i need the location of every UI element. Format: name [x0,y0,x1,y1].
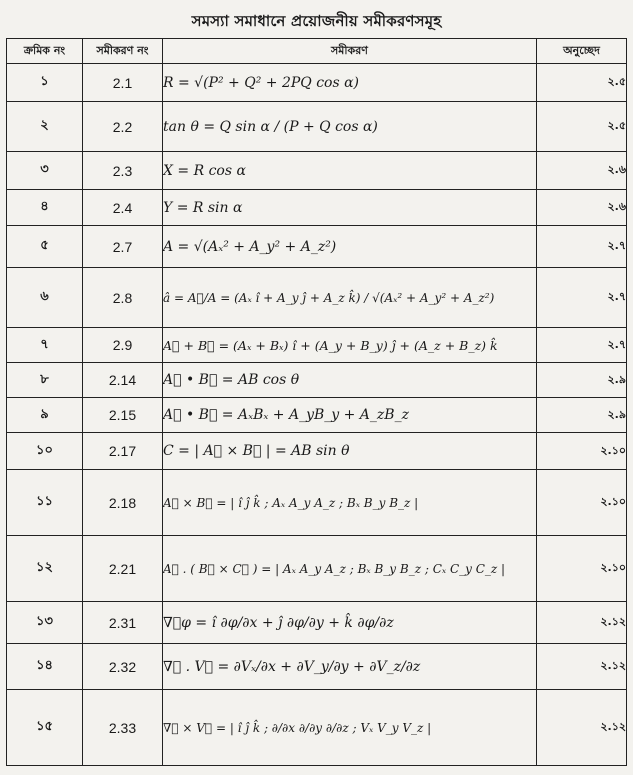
formula-cell [163,190,537,226]
eq-no-cell: 2.3 [83,152,163,190]
formula-cell [163,470,537,536]
eq-no-cell: 2.15 [83,398,163,433]
serial-cell: ৬ [7,268,83,328]
section-cell: ২.১২ [537,644,627,690]
page-title: সমস্যা সমাধানে প্রয়োজনীয় সমীকরণসমূহ [191,12,442,30]
section-cell: ২.৬ [537,190,627,226]
section-cell: ২.৯ [537,363,627,398]
section-cell: ২.৯ [537,398,627,433]
section-cell: ২.৭ [537,268,627,328]
formula-text: â = A⃗/A = (Aₓ î + A_y ĵ + A_z k̂) / √(Aₓ² + A_y² + A_z²) [163,290,495,305]
formula-text: X = R cos α [163,162,246,179]
header-serial: ক্রমিক নং [7,39,83,64]
formula-cell [163,644,537,690]
table-row [7,64,627,102]
table-row [7,433,627,470]
section-cell: ২.৫ [537,102,627,152]
formula-text: A⃗ • B⃗ = AₓBₓ + A_yB_y + A_zB_z [163,407,409,423]
section-cell: ২.৭ [537,226,627,268]
serial-cell: ১০ [7,433,83,470]
eq-no-cell: 2.31 [83,602,163,644]
serial-cell: ৮ [7,363,83,398]
section-cell: ২.১০ [537,536,627,602]
eq-no-cell: 2.4 [83,190,163,226]
formula-cell [163,433,537,470]
serial-cell: ৩ [7,152,83,190]
table-row [7,536,627,602]
formula-cell [163,690,537,766]
section-cell: ২.১০ [537,470,627,536]
formula-text: R = √(P² + Q² + 2PQ cos α) [163,74,360,91]
eq-no-cell: 2.17 [83,433,163,470]
eq-no-cell: 2.7 [83,226,163,268]
formula-text: A⃗ × B⃗ = | î ĵ k̂ ; Aₓ A_y A_z ; Bₓ B_y B_z | [163,495,419,510]
serial-cell: ২ [7,102,83,152]
formula-cell [163,226,537,268]
table-row [7,190,627,226]
equations-table [6,38,627,766]
serial-cell: ১৫ [7,690,83,766]
formula-text: A⃗ • B⃗ = AB cos θ [163,372,300,388]
serial-cell: ৭ [7,328,83,363]
formula-text: A⃗ . ( B⃗ × C⃗ ) = | Aₓ A_y A_z ; Bₓ B_y B_z ; Cₓ C_y C_z | [163,561,506,576]
formula-cell [163,64,537,102]
formula-cell [163,102,537,152]
eq-no-cell: 2.21 [83,536,163,602]
table-row [7,152,627,190]
table-row [7,690,627,766]
formula-text: ∇⃗φ = î ∂φ/∂x + ĵ ∂φ/∂y + k̂ ∂φ/∂z [163,614,394,631]
formula-text: ∇⃗ . V⃗ = ∂Vₓ/∂x + ∂V_y/∂y + ∂V_z/∂z [163,658,421,675]
formula-cell [163,602,537,644]
eq-no-cell: 2.1 [83,64,163,102]
table-row [7,226,627,268]
section-cell: ২.৫ [537,64,627,102]
serial-cell: ৫ [7,226,83,268]
formula-cell [163,363,537,398]
formula-text: C = | A⃗ × B⃗ | = AB sin θ [163,443,350,459]
eq-no-cell: 2.2 [83,102,163,152]
formula-cell [163,328,537,363]
table-row [7,470,627,536]
serial-cell: ১৩ [7,602,83,644]
table-row [7,644,627,690]
header-equation: সমীকরণ [163,39,537,64]
section-cell: ২.১২ [537,690,627,766]
table-row [7,363,627,398]
table-row [7,602,627,644]
section-cell: ২.৬ [537,152,627,190]
section-cell: ২.৭ [537,328,627,363]
header-eq-no: সমীকরণ নং [83,39,163,64]
serial-cell: ৪ [7,190,83,226]
section-cell: ২.১০ [537,433,627,470]
eq-no-cell: 2.33 [83,690,163,766]
eq-no-cell: 2.9 [83,328,163,363]
table-row [7,268,627,328]
header-section: অনুচ্ছেদ [537,39,627,64]
eq-no-cell: 2.14 [83,363,163,398]
formula-text: Y = R sin α [163,199,243,216]
formula-text: tan θ = Q sin α / (P + Q cos α) [163,118,378,135]
table-row [7,102,627,152]
formula-text: A⃗ + B⃗ = (Aₓ + Bₓ) î + (A_y + B_y) ĵ + (A_z + B_z) k̂ [163,337,498,353]
eq-no-cell: 2.8 [83,268,163,328]
table-row [7,398,627,433]
serial-cell: ১১ [7,470,83,536]
formula-cell [163,152,537,190]
formula-cell [163,268,537,328]
serial-cell: ১২ [7,536,83,602]
table-header-row [7,39,627,64]
table-row [7,328,627,363]
formula-text: ∇⃗ × V⃗ = | î ĵ k̂ ; ∂/∂x ∂/∂y ∂/∂z ; Vₓ V_y V_z | [163,720,432,735]
formula-cell [163,398,537,433]
formula-text: A = √(Aₓ² + A_y² + A_z²) [163,238,337,255]
section-cell: ২.১২ [537,602,627,644]
serial-cell: ১৪ [7,644,83,690]
eq-no-cell: 2.18 [83,470,163,536]
eq-no-cell: 2.32 [83,644,163,690]
serial-cell: ১ [7,64,83,102]
formula-cell [163,536,537,602]
serial-cell: ৯ [7,398,83,433]
